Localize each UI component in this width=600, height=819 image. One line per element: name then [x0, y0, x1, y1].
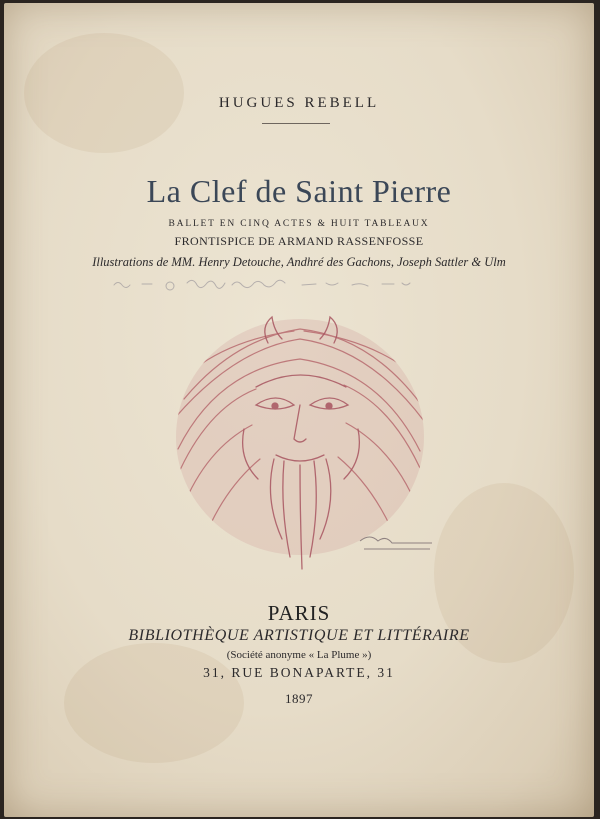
place-of-publication: PARIS	[267, 601, 331, 625]
satyr-head-medallion-icon	[164, 309, 446, 579]
frontispiece-credit: FRONTISPICE DE ARMAND RASSENFOSSE	[174, 234, 424, 248]
publisher-name: BIBLIOTHÈQUE ARTISTIQUE ET LITTÉRAIRE	[128, 627, 470, 644]
pencil-inscription-icon	[112, 273, 432, 297]
divider	[262, 123, 330, 124]
illustrations-credit: Illustrations de MM. Henry Detouche, Andhré des Gachons, Joseph Sattler & Ulm	[92, 255, 506, 269]
publisher-company: (Société anonyme « La Plume »)	[226, 649, 372, 661]
publisher-address: 31, RUE BONAPARTE, 31	[203, 665, 395, 680]
author-name: HUGUES REBELL	[218, 95, 380, 111]
publication-year: 1897	[285, 691, 313, 706]
paper-stain	[24, 33, 184, 153]
book-cover	[4, 3, 594, 817]
book-title: La Clef de Saint Pierre	[146, 173, 452, 209]
book-subtitle: BALLET EN CINQ ACTES & HUIT TABLEAUX	[168, 219, 430, 229]
